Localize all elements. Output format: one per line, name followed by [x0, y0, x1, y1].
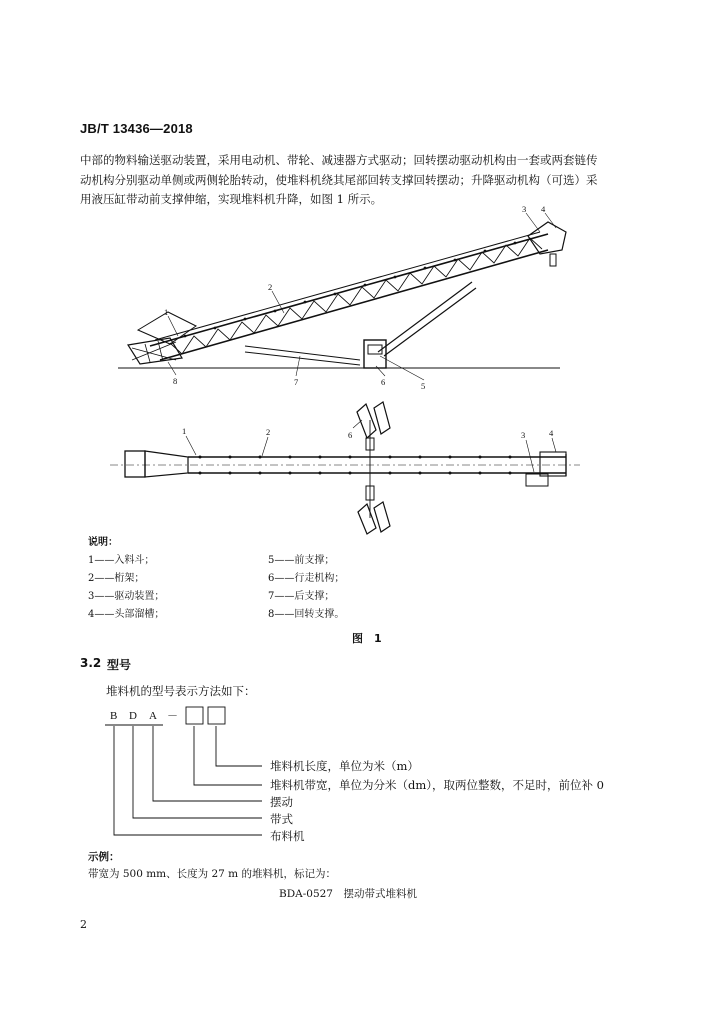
legend-title: 说明： [88, 537, 118, 548]
example-code: BDA-0527 摆动带式堆料机 [279, 888, 417, 900]
code-line-d [133, 726, 262, 818]
side-label-8: 8 [173, 376, 178, 386]
top-label-6: 6 [348, 430, 353, 440]
code-letter-b: B [110, 710, 118, 722]
code-box-length [208, 707, 225, 724]
code-desc-belt: 带式 [270, 812, 293, 826]
side-label-2: 2 [268, 282, 273, 292]
side-label-5: 5 [421, 381, 426, 391]
code-box-width [186, 707, 203, 724]
legend-item-8: 8——回转支撑。 [268, 609, 345, 620]
legend-item-4: 4——头部溜槽； [88, 609, 165, 620]
top-label-2: 2 [266, 427, 271, 437]
section-number: 3.2 [80, 656, 102, 670]
code-letter-a: A [149, 710, 157, 722]
intro-line-2: 动机构分别驱动单侧或两侧轮胎转动，使堆料机绕其尾部回转支撑回转摆动；升降驱动机构（可选）采 [80, 172, 598, 187]
intro-line-3: 用液压缸带动前支撑伸缩，实现堆料机升降，如图 1 所示。 [80, 192, 383, 206]
code-line-b [114, 726, 262, 835]
side-label-3: 3 [522, 204, 527, 214]
code-desc-length: 堆料机长度，单位为米（m） [270, 759, 419, 773]
code-line-width [194, 726, 262, 785]
top-label-1: 1 [182, 426, 187, 436]
standard-number: JB/T 13436—2018 [80, 121, 193, 136]
code-dash: － [167, 710, 178, 722]
section-title: 型号 [107, 658, 132, 672]
section-intro: 堆料机的型号表示方法如下： [106, 684, 256, 698]
side-label-4: 4 [541, 204, 546, 214]
legend-item-2: 2——桁架； [88, 573, 145, 584]
example-text: 带宽为 500 mm、长度为 27 m 的堆料机，标记为： [88, 868, 336, 880]
code-desc-distributor: 布料机 [270, 829, 305, 843]
legend-item-7: 7——后支撑； [268, 591, 335, 602]
legend-item-6: 6——行走机构； [268, 573, 345, 584]
figure-caption: 图 1 [352, 632, 382, 645]
code-letter-d: D [129, 710, 137, 722]
code-line-a [153, 726, 262, 801]
code-desc-width: 堆料机带宽，单位为分米（dm），取两位整数，不足时，前位补 0 [270, 778, 604, 792]
example-title: 示例： [88, 851, 120, 863]
side-label-6: 6 [381, 377, 386, 387]
legend-item-5: 5——前支撑； [268, 555, 335, 566]
side-label-1: 1 [164, 307, 169, 317]
intro-line-1: 中部的物料输送驱动装置，采用电动机、带轮、减速器方式驱动；回转摆动驱动机构由一套或两套链传 [80, 153, 598, 167]
legend-item-3: 3——驱动装置； [88, 591, 165, 602]
page-number: 2 [80, 918, 87, 931]
side-label-7: 7 [294, 377, 299, 387]
top-label-4: 4 [549, 428, 554, 438]
code-desc-swing: 摆动 [270, 795, 293, 809]
code-line-length [216, 726, 262, 766]
legend-item-1: 1——入料斗； [88, 555, 155, 566]
top-label-3: 3 [521, 430, 526, 440]
